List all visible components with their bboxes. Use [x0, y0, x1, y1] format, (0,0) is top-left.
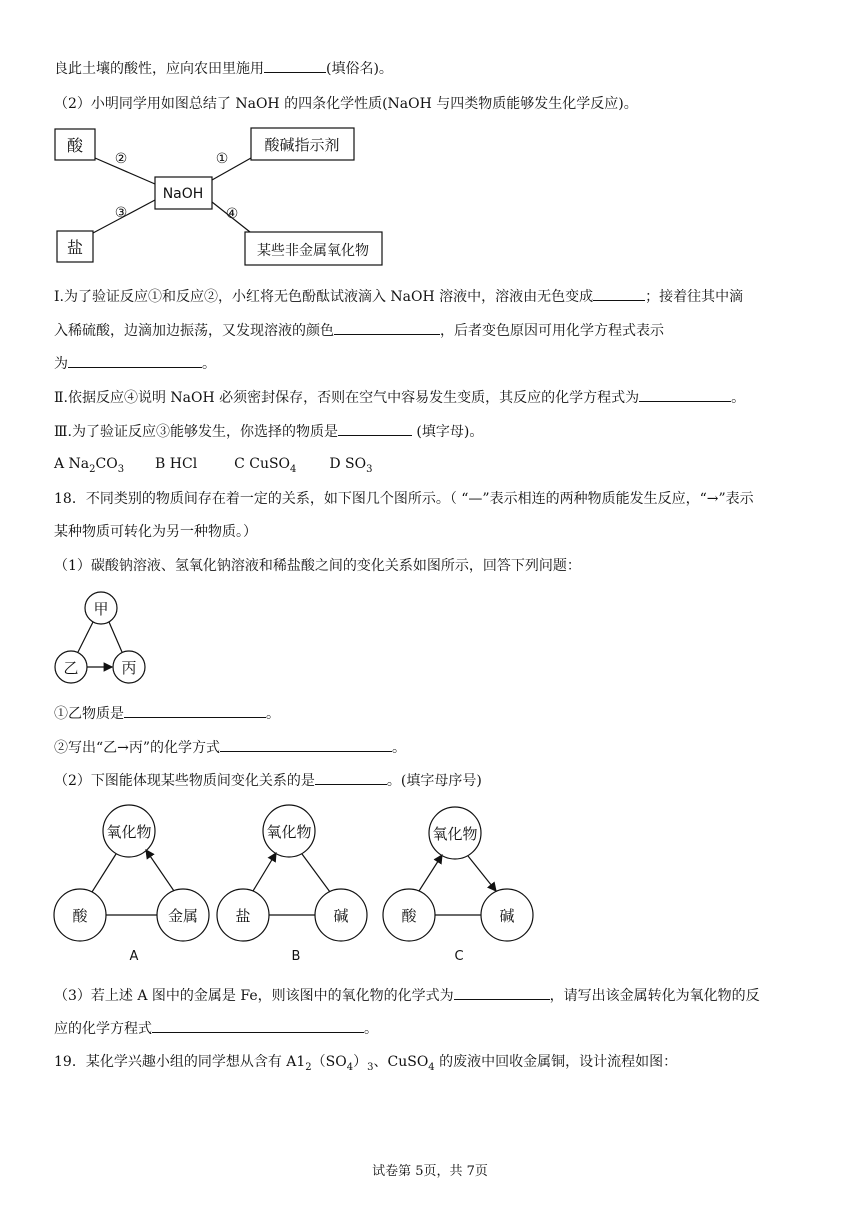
q19-intro: 19．某化学兴趣小组的同学想从含有 $A1_2(SO_4)_3$、CuSO$_4$ 的废液中回收金属铜，设计流程如图： [54, 1054, 678, 1073]
q18-s1: ①乙物质是 。 [54, 703, 280, 724]
q18-intro-line2: 某种物质可转化为另一种物质。） [54, 524, 257, 540]
q17-options [54, 454, 372, 480]
q18-part2: （2）下图能体现某些物质间变化关系的是 。(填字母序号) [54, 770, 482, 791]
graph-c-oxide: 氧化物 [432, 825, 478, 843]
reaction-1-marker: ① [215, 151, 229, 167]
answer-blank[interactable] [264, 58, 326, 73]
q17-I-line1: Ⅰ.为了验证反应①和反应②，小红将无色酚酞试液滴入 NaOH 溶液中，溶液由无色变成 ；接着往其中滴 [54, 286, 743, 307]
salt-label: 盐 [66, 238, 84, 257]
graph-b-oxide: 氧化物 [266, 823, 312, 841]
option-d[interactable]: D $SO_3$ [329, 456, 373, 475]
answer-blank[interactable] [220, 737, 392, 752]
answer-blank[interactable] [124, 703, 266, 718]
q17-I-line3: 为 。 [54, 353, 216, 374]
q17-line1: 良此土壤的酸性，应向农田里施用 (填俗名)。 [54, 58, 393, 79]
option-b[interactable]: B HCl [155, 456, 198, 472]
graph-a-oxide: 氧化物 [106, 823, 152, 841]
q17-II-line: Ⅱ.依据反应④说明 NaOH 必须密封保存，否则在空气中容易发生变质，其反应的化学方程式为 。 [54, 387, 745, 408]
answer-blank[interactable] [334, 320, 440, 335]
option-a[interactable]: A $Na_2CO_3$ [54, 456, 125, 475]
graph-b-salt: 盐 [235, 907, 251, 925]
graph-c-acid: 酸 [401, 907, 417, 925]
answer-blank[interactable] [315, 770, 387, 785]
answer-blank[interactable] [454, 985, 550, 1000]
graph-b-label: B [291, 949, 301, 964]
q18-s2: ②写出“乙→丙”的化学方式 。 [54, 737, 406, 758]
graph-c-base: 碱 [499, 907, 515, 925]
naoh-properties-diagram [54, 122, 384, 272]
q17-I-line2: 入稀硫酸，边滴加边振荡，又发现溶液的颜色 ，后者变色原因可用化学方程式表示 [54, 320, 664, 341]
q18-intro-line1: 18．不同类别的物质间存在着一定的关系，如下图几个图所示。（ “—”表示相连的两种物质能发生反应，“→”表示 [54, 491, 754, 507]
reaction-3-marker: ③ [114, 205, 128, 221]
graph-b-base: 碱 [333, 907, 349, 925]
q18-part3-line2: 应的化学方程式 。 [54, 1018, 378, 1039]
graph-a-label: A [129, 949, 139, 964]
graph-a-metal: 金属 [167, 907, 199, 925]
node-bing: 丙 [121, 659, 137, 677]
triangle-diagram-jia-yi-bing [52, 588, 152, 688]
option-c[interactable]: C CuSO$_4$ [234, 456, 297, 475]
node-yi: 乙 [63, 659, 79, 677]
answer-blank[interactable] [338, 421, 412, 436]
acid-label: 酸 [66, 136, 84, 155]
answer-blank[interactable] [152, 1018, 364, 1033]
graph-c-label: C [454, 949, 464, 964]
reaction-2-marker: ② [114, 151, 128, 167]
answer-blank[interactable] [68, 353, 202, 368]
q17-III-line: Ⅲ.为了验证反应③能够发生，你选择的物质是 (填字母)。 [54, 421, 483, 442]
q17-part2-intro: （2）小明同学用如图总结了 NaOH 的四条化学性质(NaOH 与四类物质能够发生化学反应)。 [54, 96, 638, 112]
answer-blank[interactable] [639, 387, 731, 402]
page-footer: 试卷第 5页，共 7页 [372, 1164, 488, 1179]
relationship-graphs [50, 800, 540, 970]
reaction-4-marker: ④ [225, 206, 239, 222]
nonmetal-oxide-label: 某些非金属氧化物 [257, 243, 369, 259]
graph-a-acid: 酸 [72, 907, 88, 925]
node-jia: 甲 [93, 600, 109, 618]
q18-part1: （1）碳酸钠溶液、氢氧化钠溶液和稀盐酸之间的变化关系如图所示，回答下列问题： [54, 558, 581, 574]
naoh-label: NaOH [162, 186, 204, 202]
q18-part3-line1: （3）若上述 A 图中的金属是 Fe，则该图中的氧化物的化学式为 ，请写出该金属转化为氧化物的反 [54, 985, 760, 1006]
answer-blank[interactable] [593, 286, 645, 301]
indicator-label: 酸碱指示剂 [264, 136, 340, 154]
